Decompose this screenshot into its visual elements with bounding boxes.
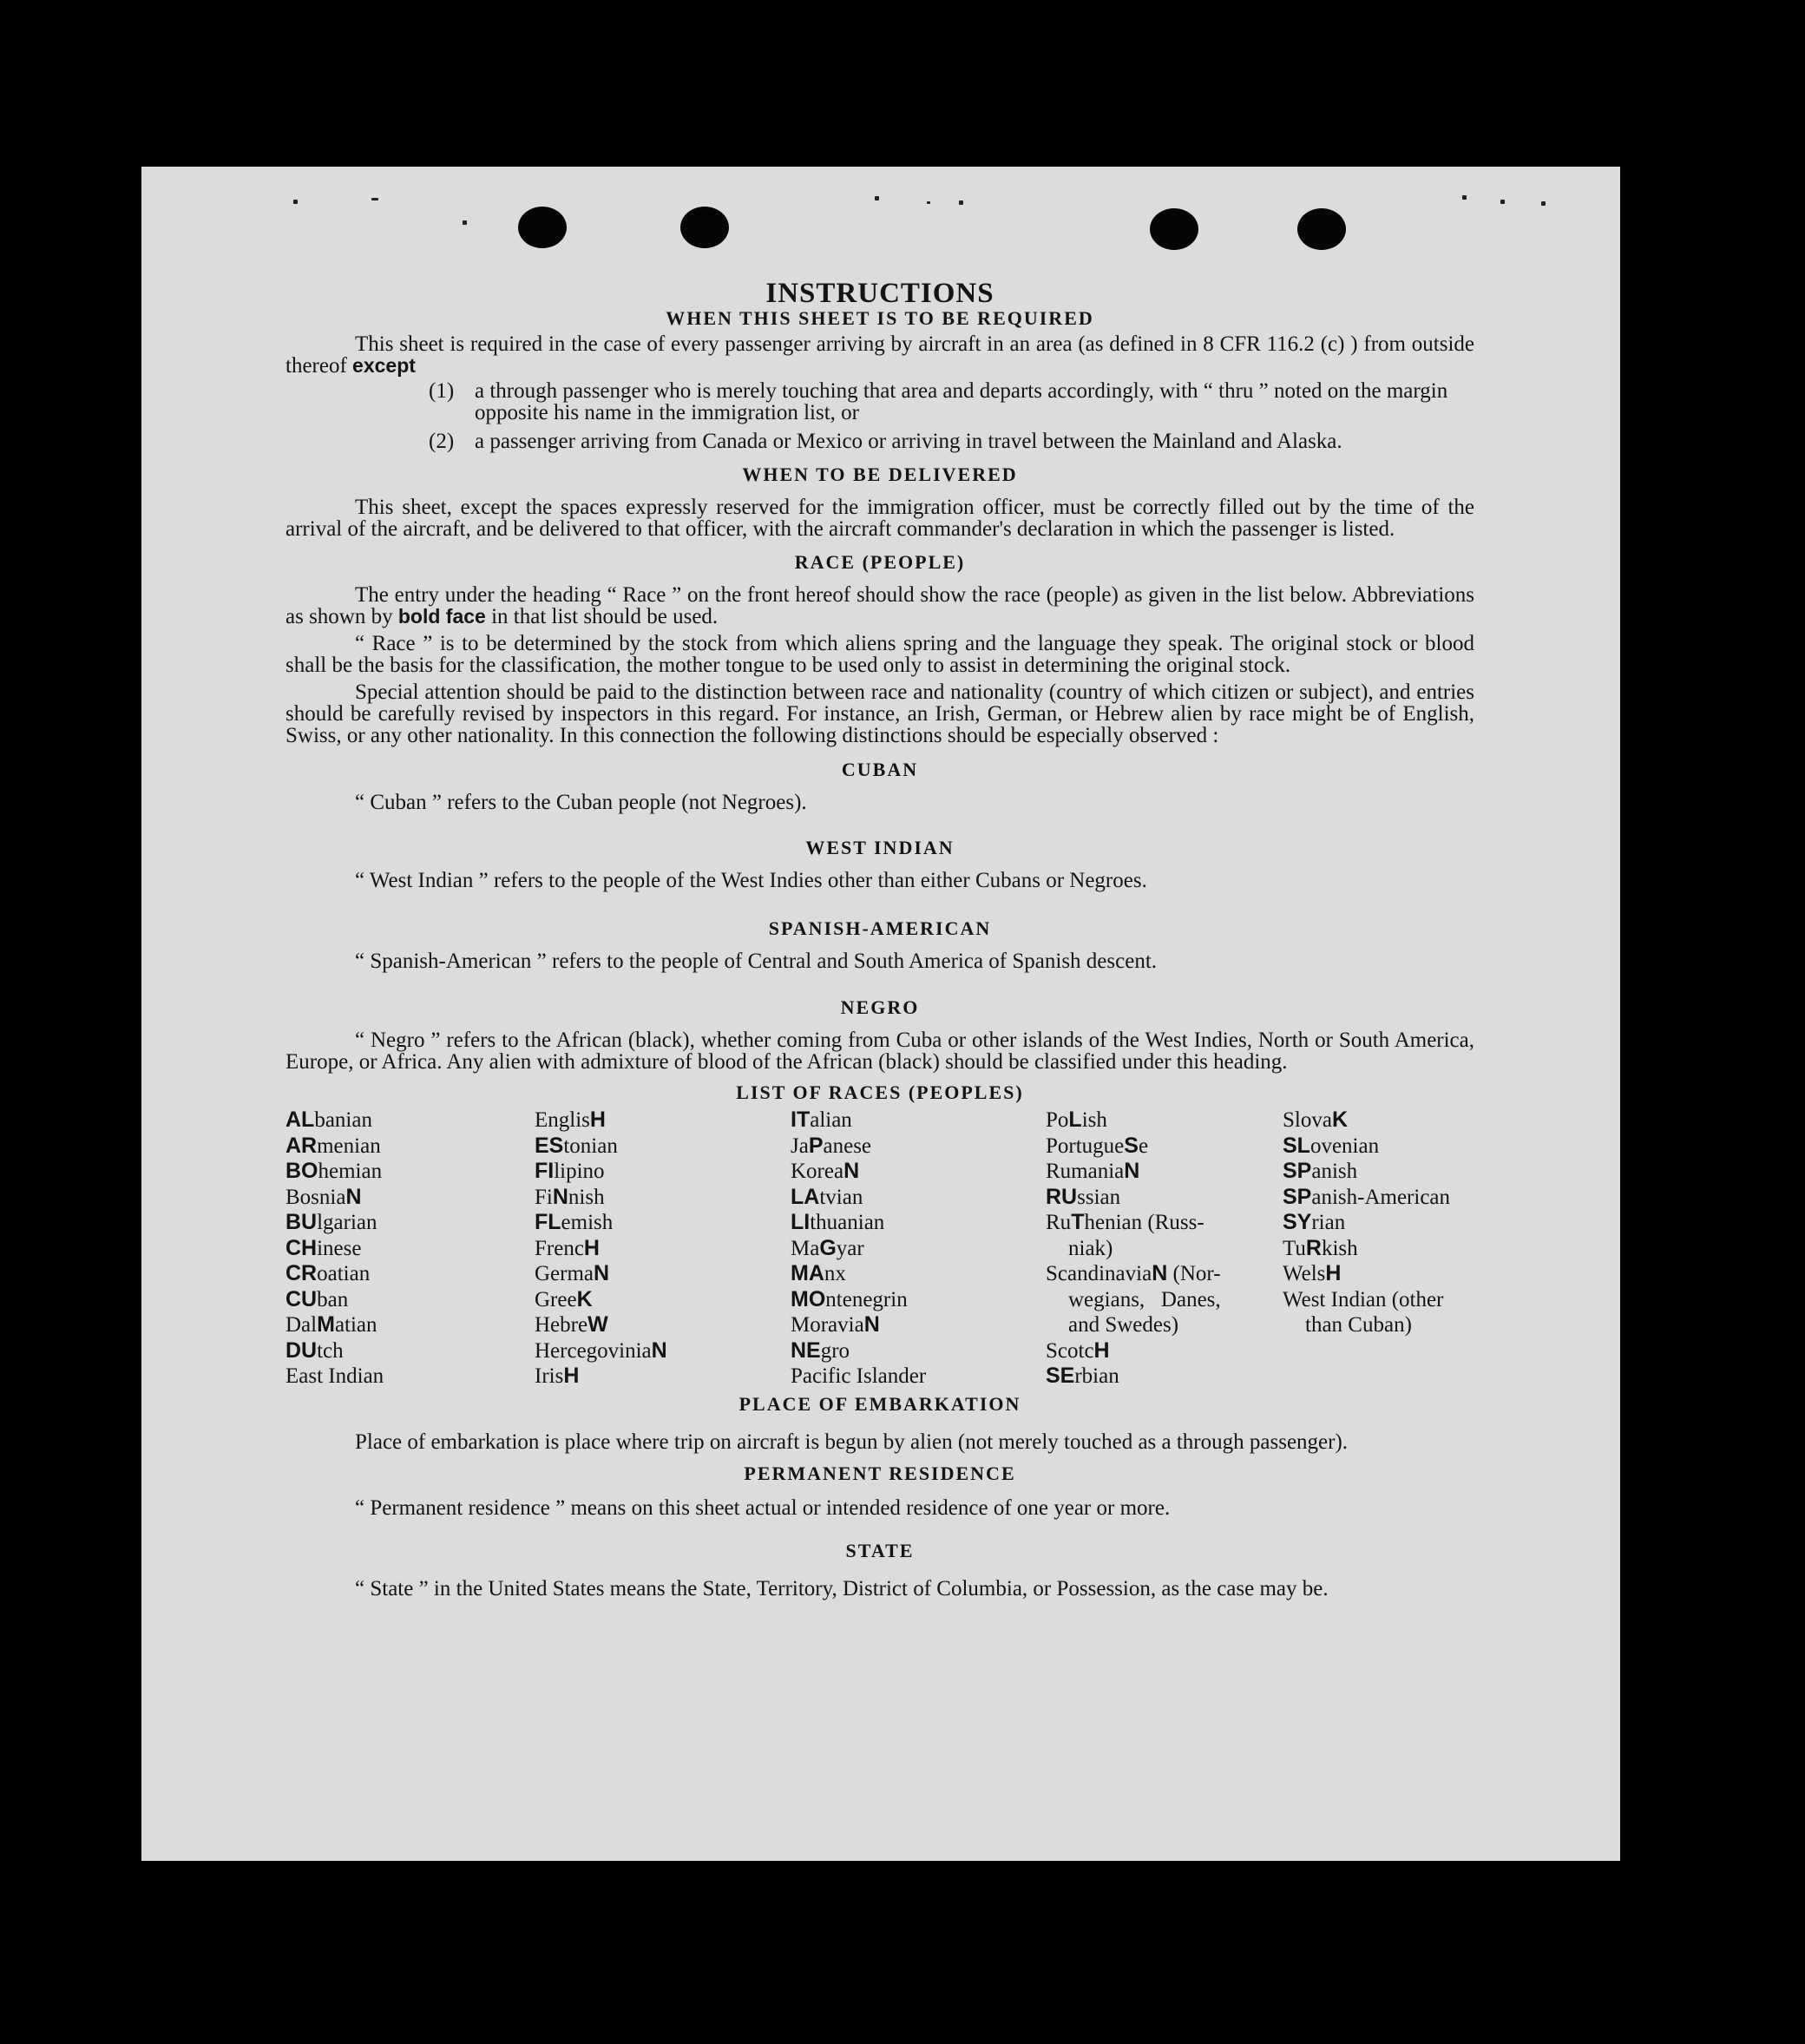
race-name-part: banian (314, 1108, 372, 1132)
race-abbreviation: BU (286, 1210, 318, 1234)
race-name-part: Hercegovinia (535, 1338, 652, 1363)
race-name-part: Moravia (791, 1313, 864, 1337)
section-heading: CUBAN (841, 759, 919, 780)
punch-hole (1150, 208, 1198, 250)
race-name-part: Pacific Islander (791, 1364, 927, 1388)
race-entry (791, 1287, 1046, 1313)
race-abbreviation: NE (791, 1337, 821, 1363)
race-abbreviation: H (563, 1364, 580, 1388)
race-entry (1283, 1210, 1474, 1236)
section-heading: STATE (845, 1539, 915, 1561)
race-entry (791, 1107, 1046, 1134)
item-text: a passenger arriving from Canada or Mexico or arriving in travel between the Mainland and Alaska. (475, 430, 1342, 453)
race-name-part: alian (810, 1108, 852, 1132)
punch-hole (1297, 208, 1346, 250)
race-name-part: lgarian (317, 1211, 377, 1234)
race-name-part: rian (1311, 1211, 1346, 1234)
race-entry (286, 1338, 535, 1364)
race-abbreviation: L (1068, 1107, 1082, 1132)
race-entry (535, 1338, 791, 1364)
race-entry (1046, 1107, 1283, 1134)
race-entry (535, 1134, 791, 1160)
race-entry (1283, 1312, 1474, 1338)
paragraph: “ West Indian ” refers to the people of the West Indies other than either Cubans or Negroes. (355, 869, 1147, 892)
race-abbreviation: H (589, 1107, 606, 1132)
race-entry (1046, 1364, 1283, 1390)
race-name-part: Po (1046, 1108, 1069, 1132)
race-abbreviation: G (819, 1235, 837, 1260)
race-abbreviation: BO (286, 1159, 318, 1183)
race-name-part: Germa (535, 1262, 594, 1285)
race-entry (791, 1312, 1046, 1338)
bold-text: bold face (397, 605, 486, 628)
race-name-part: Iris (535, 1364, 564, 1388)
race-entry (1283, 1107, 1474, 1134)
paragraph-text: The entry under the heading “ Race ” on the front hereof should show the race (people) as given in the list below. Abbreviations as shown by (286, 583, 1474, 628)
race-abbreviation: K (1331, 1107, 1349, 1132)
race-entry (535, 1261, 791, 1287)
race-entry (1283, 1134, 1474, 1160)
race-entry (1283, 1159, 1474, 1185)
race-abbreviation: AR (286, 1133, 318, 1158)
race-abbreviation: SY (1283, 1210, 1312, 1234)
race-entry (286, 1185, 535, 1211)
speck (371, 198, 378, 200)
race-name-part: Ma (791, 1236, 820, 1260)
speck (1500, 200, 1505, 204)
paragraph: “ Permanent residence ” means on this sheet actual or intended residence of one year or more. (355, 1495, 1171, 1520)
race-abbreviation: ES (535, 1133, 564, 1158)
race-entry (791, 1185, 1046, 1211)
race-name-part: ish (1081, 1108, 1107, 1132)
race-name-part: tonian (563, 1134, 618, 1158)
race-entry (286, 1261, 535, 1287)
race-abbreviation: K (576, 1286, 593, 1311)
race-name-part: ntenegrin (825, 1287, 908, 1311)
bold-text: except (352, 354, 416, 377)
section-heading: LIST OF RACES (PEOPLES) (736, 1081, 1024, 1103)
race-entry (1046, 1210, 1283, 1236)
race-abbreviation: R (1305, 1235, 1322, 1260)
race-entry (791, 1364, 1046, 1390)
race-name-part: West Indian (other (1283, 1287, 1444, 1311)
race-abbreviation: M (317, 1312, 335, 1337)
race-abbreviation: SL (1283, 1133, 1310, 1158)
section-heading: WHEN TO BE DELIVERED (742, 463, 1018, 485)
race-name-part: Fi (535, 1185, 553, 1209)
race-abbreviation: N (863, 1312, 880, 1337)
race-entry (1046, 1134, 1283, 1160)
race-entry (791, 1159, 1046, 1185)
race-entry (791, 1210, 1046, 1236)
race-name-part: emish (561, 1211, 614, 1234)
paragraph: “ State ” in the United States means the State, Territory, District of Columbia, or Possession, as the case may be. (355, 1576, 1329, 1600)
race-name-part: Frenc (535, 1236, 584, 1260)
race-entry (1046, 1338, 1283, 1364)
race-abbreviation: SE (1046, 1364, 1075, 1388)
race-entry (1046, 1261, 1283, 1287)
document-sheet (141, 167, 1620, 1861)
race-abbreviation: N (345, 1184, 362, 1209)
race-name-part: Slova (1283, 1108, 1332, 1132)
race-entry (286, 1364, 535, 1390)
race-entry (535, 1210, 791, 1236)
race-name-continued: wegians, Danes, (1068, 1287, 1221, 1311)
race-abbreviation: H (1093, 1337, 1110, 1363)
race-entry (535, 1287, 791, 1313)
race-name-part: tvian (819, 1185, 863, 1209)
race-abbreviation: FL (535, 1210, 561, 1234)
item-number: (1) (429, 379, 455, 403)
race-name-part: nx (824, 1262, 846, 1285)
race-abbreviation: S (1124, 1133, 1139, 1158)
race-abbreviation: CR (286, 1261, 318, 1285)
speck (1541, 201, 1546, 206)
paragraph (286, 333, 1474, 377)
item-number: (2) (429, 430, 455, 453)
speck (927, 201, 930, 204)
race-abbreviation: MO (791, 1286, 826, 1311)
race-name-part: East Indian (286, 1364, 384, 1388)
race-entry (286, 1210, 535, 1236)
race-abbreviation: DU (286, 1337, 318, 1363)
race-name-part: Ru (1046, 1211, 1072, 1234)
race-abbreviation: CH (286, 1235, 318, 1260)
race-name-part: nish (568, 1185, 605, 1209)
paragraph: “ Negro ” refers to the African (black), whether coming from Cuba or other islands of the West Indies, North or South America, Europe, or Africa. Any alien with admixture of blood of the African (black) should be classified under this heading. (286, 1029, 1474, 1074)
race-entry (1283, 1287, 1474, 1313)
race-abbreviation: RU (1046, 1184, 1078, 1209)
race-entry (1046, 1287, 1283, 1313)
race-abbreviation: N (1152, 1261, 1168, 1285)
race-list (286, 1107, 1474, 1390)
race-abbreviation: SP (1283, 1159, 1312, 1183)
list-item (429, 430, 1474, 452)
race-name-continued: niak) (1068, 1236, 1113, 1260)
race-abbreviation: SP (1283, 1184, 1312, 1209)
race-name-part: (Nor- (1167, 1262, 1221, 1285)
race-entry (1046, 1236, 1283, 1262)
list-item (429, 380, 1474, 424)
race-name-part: gro (820, 1338, 850, 1363)
race-entry (286, 1159, 535, 1185)
race-entry (791, 1134, 1046, 1160)
race-abbreviation: N (1124, 1159, 1140, 1183)
speck (293, 200, 298, 204)
race-name-part: atian (334, 1313, 377, 1337)
race-entry (1046, 1185, 1283, 1211)
race-entry (1283, 1261, 1474, 1287)
race-name-part: inese (317, 1236, 362, 1260)
speck (463, 220, 467, 225)
race-name-part: Scotc (1046, 1338, 1094, 1363)
race-entry (286, 1107, 535, 1134)
race-column (1046, 1107, 1283, 1390)
race-name-part: menian (317, 1134, 381, 1158)
race-name-continued: than Cuban) (1305, 1313, 1412, 1337)
race-name-part: tch (317, 1338, 344, 1363)
race-name-part: oatian (317, 1262, 371, 1285)
race-name-part: hemian (318, 1160, 383, 1183)
race-abbreviation: N (843, 1159, 860, 1183)
race-name-part: Rumania (1046, 1160, 1125, 1183)
race-entry (791, 1261, 1046, 1287)
paragraph-text: in that list should be used. (491, 605, 719, 628)
section-heading: WHEN THIS SHEET IS TO BE REQUIRED (666, 307, 1094, 329)
race-name-continued: and Swedes) (1068, 1313, 1179, 1337)
race-entry (535, 1236, 791, 1262)
item-text: a through passenger who is merely touching that area and departs accordingly, with “ thru ” noted on the margin opposite his name in the immigration list, or (475, 379, 1448, 424)
race-name-part: Portugue (1046, 1134, 1125, 1158)
race-abbreviation: N (552, 1184, 568, 1209)
race-name-part: Gree (535, 1287, 577, 1311)
race-name-part: anish (1311, 1160, 1358, 1183)
race-name-part: anese (823, 1134, 872, 1158)
punch-hole (680, 207, 729, 248)
race-abbreviation: H (583, 1235, 600, 1260)
paragraph: “ Cuban ” refers to the Cuban people (not Negroes). (355, 791, 807, 814)
instructions-content (286, 276, 1474, 1604)
race-name-part: Wels (1283, 1262, 1326, 1285)
race-name-part: Bosnia (286, 1185, 346, 1209)
section-heading: SPANISH-AMERICAN (768, 917, 992, 939)
race-abbreviation: IT (791, 1107, 811, 1132)
section-heading: WEST INDIAN (805, 837, 955, 858)
race-entry (1046, 1312, 1283, 1338)
race-column (286, 1107, 535, 1390)
paragraph: This sheet, except the spaces expressly reserved for the immigration officer, must be correctly filled out by the time of the arrival of the aircraft, and be delivered to that officer, with the aircraft commander's declaration in which the passenger is listed. (286, 496, 1474, 541)
race-name-part: kish (1321, 1236, 1358, 1260)
race-name-part: ovenian (1309, 1134, 1380, 1158)
race-name-part: Dal (286, 1313, 318, 1337)
race-name-part: Scandinavia (1046, 1262, 1152, 1285)
race-abbreviation: H (1325, 1261, 1342, 1285)
race-name-part: e (1138, 1134, 1149, 1158)
race-abbreviation: W (587, 1312, 608, 1337)
race-entry (535, 1364, 791, 1390)
section-heading: RACE (PEOPLE) (794, 551, 966, 573)
race-name-part: rbian (1074, 1364, 1119, 1388)
race-entry (535, 1159, 791, 1185)
race-entry (535, 1312, 791, 1338)
race-entry (535, 1185, 791, 1211)
race-abbreviation: AL (286, 1107, 315, 1132)
race-entry (1046, 1159, 1283, 1185)
paragraph-text: This sheet is required in the case of every passenger arriving by aircraft in an area (as defined in 8 CFR 116.2 (c) ) from outside thereof (286, 332, 1474, 378)
race-entry (1283, 1236, 1474, 1262)
race-name-part: henian (Russ- (1084, 1211, 1204, 1234)
speck (959, 200, 963, 205)
race-column (1283, 1107, 1474, 1390)
race-entry (286, 1287, 535, 1313)
section-heading: PERMANENT RESIDENCE (744, 1462, 1016, 1484)
race-name-part: ssian (1077, 1185, 1121, 1209)
race-entry (286, 1312, 535, 1338)
race-name-part: anish-American (1311, 1185, 1451, 1209)
race-name-part: Hebre (535, 1313, 588, 1337)
race-column (791, 1107, 1046, 1390)
race-abbreviation: T (1071, 1210, 1085, 1234)
section-heading: NEGRO (840, 996, 920, 1018)
race-abbreviation: LA (791, 1184, 820, 1209)
race-entry (286, 1236, 535, 1262)
race-name-part: lipino (554, 1160, 605, 1183)
race-name-part: Tu (1283, 1236, 1306, 1260)
race-abbreviation: N (594, 1261, 610, 1285)
race-entry (791, 1236, 1046, 1262)
paragraph (286, 584, 1474, 628)
paragraph: “ Spanish-American ” refers to the people of Central and South America of Spanish descent. (355, 950, 1158, 973)
paragraph: “ Race ” is to be determined by the stock from which aliens spring and the language they speak. The original stock or blood shall be the basis for the classification, the mother tongue to be used only to assist in determining the original stock. (286, 632, 1474, 677)
speck (875, 196, 879, 200)
race-entry (1283, 1185, 1474, 1211)
race-name-part: thuanian (810, 1211, 885, 1234)
race-abbreviation: N (651, 1337, 667, 1363)
race-abbreviation: MA (791, 1261, 824, 1285)
race-name-part: Korea (791, 1160, 844, 1183)
race-abbreviation: FI (535, 1159, 555, 1183)
section-heading: PLACE OF EMBARKATION (738, 1392, 1021, 1415)
race-entry (535, 1107, 791, 1134)
race-entry (286, 1134, 535, 1160)
race-entry (791, 1338, 1046, 1364)
paragraph: Special attention should be paid to the distinction between race and nationality (country of which citizen or subject), and entries should be carefully revised by inspectors in this regard. For instance, an Irish, German, or Hebrew alien by race might be of English, Swiss, or any other nationality. In this connection the following distinctions should be especially observed : (286, 680, 1474, 747)
race-name-part: Ja (791, 1134, 809, 1158)
speck (1462, 195, 1467, 200)
page-title: INSTRUCTIONS (765, 278, 994, 309)
race-column (535, 1107, 791, 1390)
punch-hole (518, 207, 567, 248)
race-abbreviation: CU (286, 1286, 318, 1311)
paragraph: Place of embarkation is place where trip on aircraft is begun by alien (not merely touched as a through passenger). (355, 1429, 1349, 1454)
race-name-part: Englis (535, 1108, 590, 1132)
race-name-part: yar (836, 1236, 864, 1260)
race-abbreviation: LI (791, 1210, 811, 1234)
race-name-part: ban (317, 1287, 349, 1311)
race-abbreviation: P (808, 1133, 824, 1158)
